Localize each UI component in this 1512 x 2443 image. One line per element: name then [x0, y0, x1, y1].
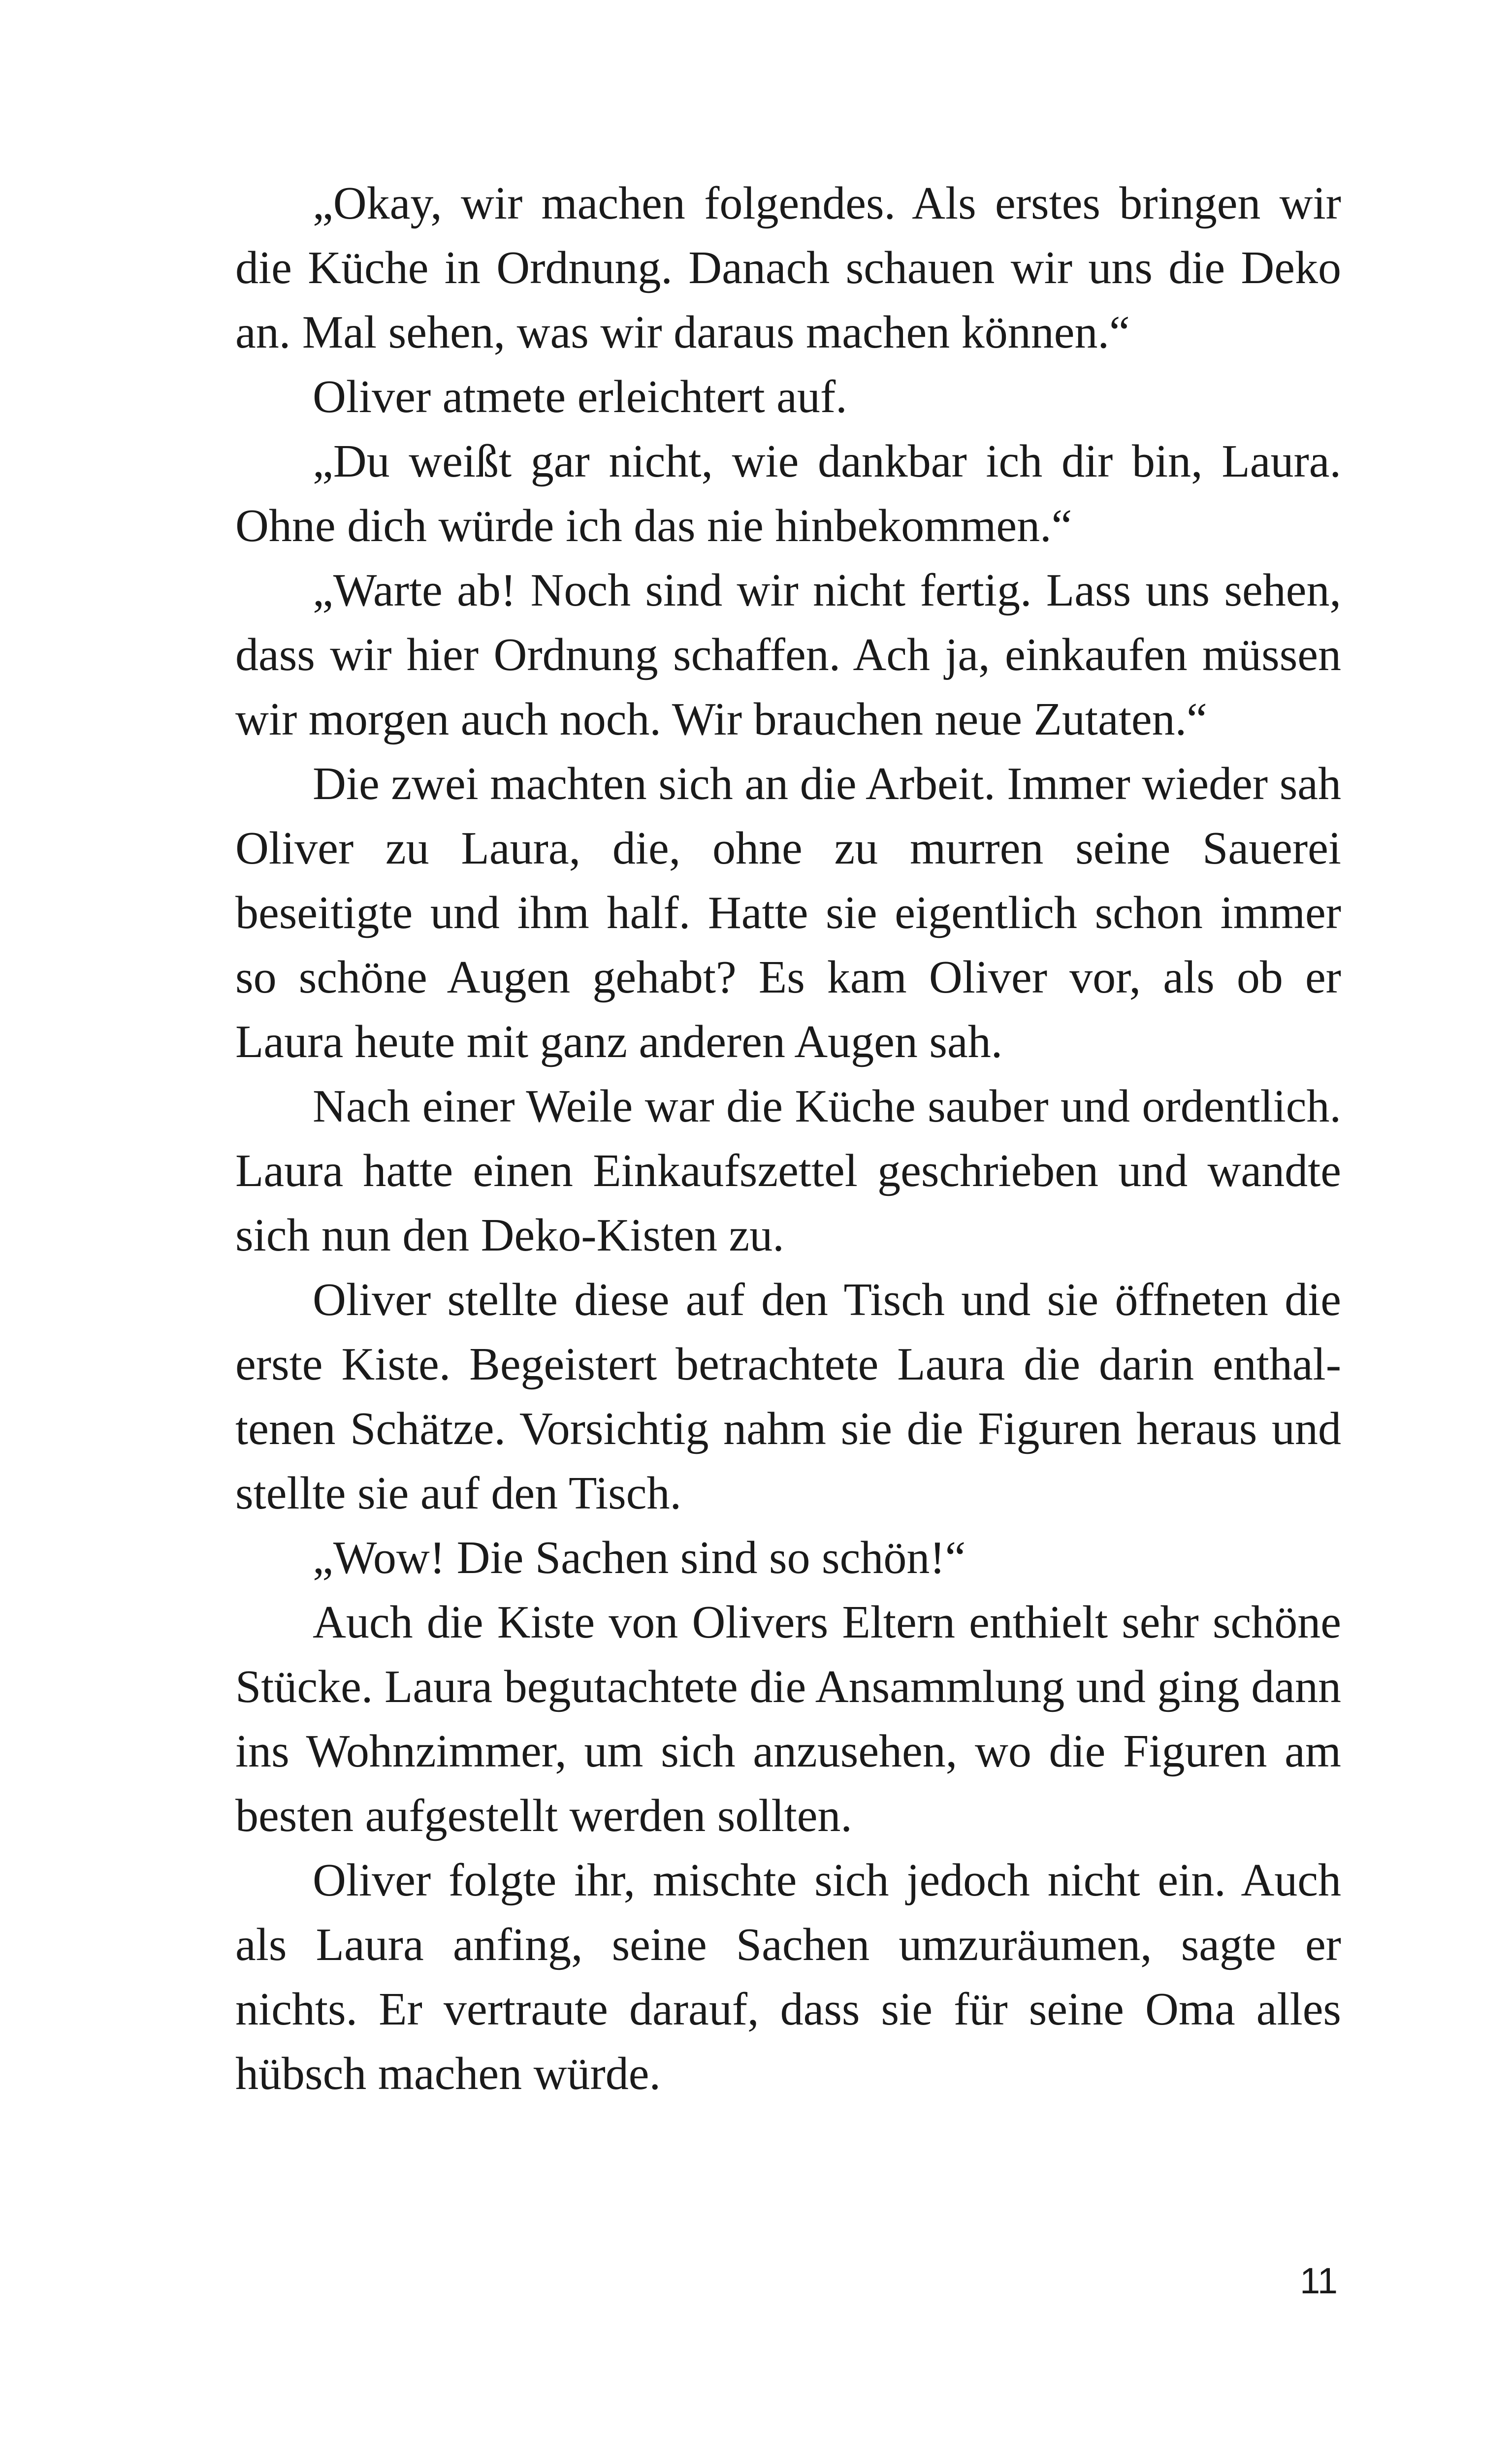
paragraph: Oliver folgte ihr, mischte sich jedoch nicht ein. Auch als Laura anfing, seine Sachen umzuräumen, sagte er nichts. Er vertraute darauf, dass sie für seine Oma alles hübsch machen würde.: [235, 1855, 1341, 2099]
paragraph: „Du weißt gar nicht, wie dankbar ich dir bin, Laura. Ohne dich würde ich das nie hinbekommen.“: [235, 436, 1341, 551]
page-number: 11: [1300, 2260, 1338, 2301]
body-text: [235, 171, 1341, 2106]
paragraph: „Warte ab! Noch sind wir nicht fertig. Lass uns sehen, dass wir hier Ordnung schaffen. Ach ja, einkaufen müssen wir morgen auch noch. Wir brauchen neue Zutaten.“: [235, 565, 1341, 745]
paragraph: Die zwei machten sich an die Arbeit. Immer wieder sah Oliver zu Laura, die, ohne zu murren seine Sauerei beseitigte und ihm half. Hatte sie eigentlich schon immer so schöne Augen gehabt? Es kam Oliver vor, als ob er Laura heute mit ganz anderen Augen sah.: [235, 758, 1341, 1067]
paragraph: Oliver atmete erleichtert auf.: [313, 371, 847, 422]
paragraph: Auch die Kiste von Olivers Eltern enthielt sehr schöne Stücke. Laura begutachtete die Ansammlung und ging dann ins Wohnzimmer, um sich anzusehen, wo die Figuren am besten aufgestellt werden sollten.: [235, 1597, 1341, 1841]
paragraph: „Wow! Die Sachen sind so schön!“: [313, 1532, 966, 1583]
paragraph: „Okay, wir machen folgendes. Als erstes bringen wir die Küche in Ordnung. Danach schauen wir uns die Deko an. Mal sehen, was wir daraus machen können.“: [235, 178, 1341, 358]
paragraph: Oliver stellte diese auf den Tisch und sie öffneten die erste Kiste. Begeistert betrachtete Laura die darin enthaltenen Schätze. Vorsichtig nahm sie die Figuren heraus und stellte sie auf den Tisch.: [235, 1274, 1341, 1519]
paragraph: Nach einer Weile war die Küche sauber und ordentlich. Laura hatte einen Einkaufszettel geschrieben und wandte sich nun den Deko-Kisten zu.: [235, 1081, 1341, 1261]
